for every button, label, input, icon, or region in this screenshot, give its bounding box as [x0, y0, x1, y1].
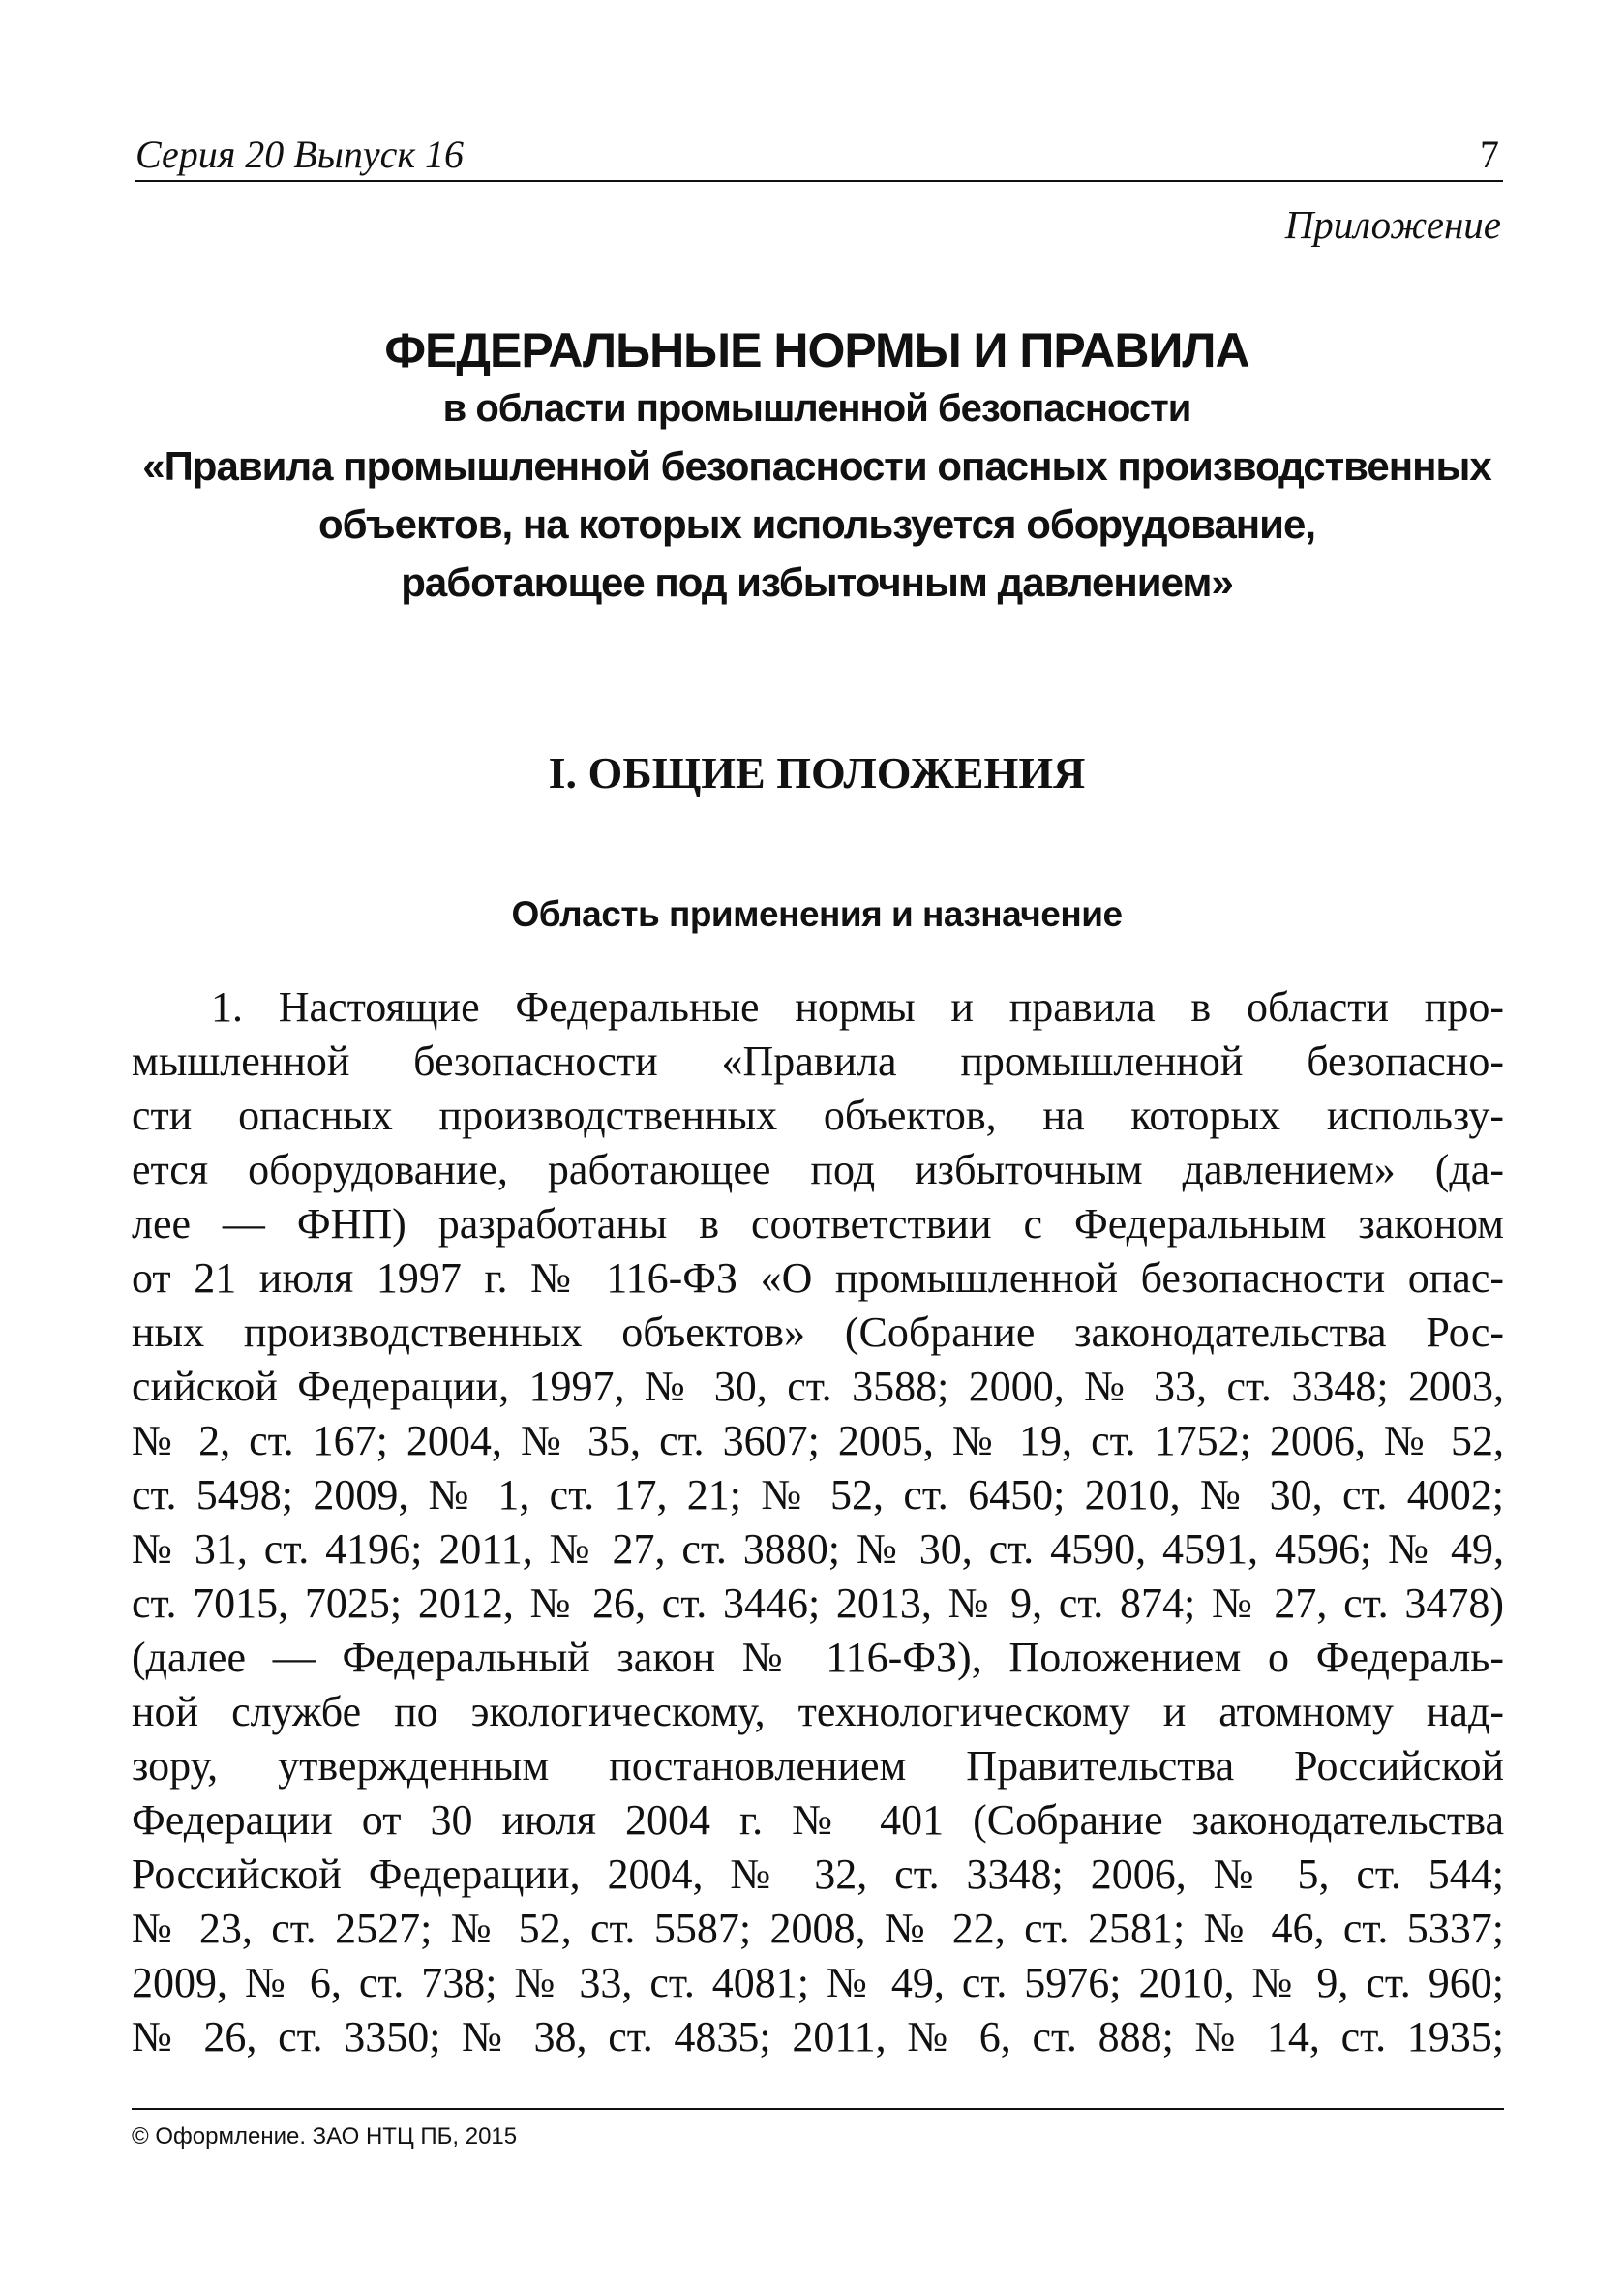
- title-main: ФЕДЕРАЛЬНЫЕ НОРМЫ И ПРАВИЛА: [384, 323, 1249, 377]
- page-number: 7: [1480, 133, 1499, 176]
- running-header: [135, 128, 1503, 182]
- footer-copyright: © Оформление. ЗАО НТЦ ПБ, 2015: [132, 2123, 518, 2150]
- paragraph-line: от 21 июля 1997 г. № 116-ФЗ «О промышленной безопасности опас-: [132, 1254, 1504, 1302]
- paragraph-line: мышленной безопасности «Правила промышленной безопасно-: [132, 1038, 1504, 1085]
- paragraph-line: ной службе по экологическому, технологическому и атомному над-: [132, 1688, 1504, 1735]
- title-subtitle: в области промышленной безопасности: [442, 387, 1191, 430]
- paragraph-line: лее — ФНП) разработаны в соответствии с Федеральным законом: [132, 1200, 1504, 1248]
- paragraph-line: № 2, ст. 167; 2004, № 35, ст. 3607; 2005, № 19, ст. 1752; 2006, № 52,: [132, 1417, 1504, 1464]
- document-title: [126, 321, 1508, 612]
- paragraph-line: № 26, ст. 3350; № 38, ст. 4835; 2011, № 6, ст. 888; № 14, ст. 1935;: [132, 2013, 1504, 2060]
- appendix-label: Приложение: [1284, 202, 1501, 247]
- paragraph-line: 2009, № 6, ст. 738; № 33, ст. 4081; № 49, ст. 5976; 2010, № 9, ст. 960;: [132, 1959, 1504, 2006]
- paragraph-line: сти опасных производственных объектов, на которых использу-: [132, 1092, 1504, 1139]
- title-line: «Правила промышленной безопасности опасных производственных: [142, 443, 1491, 489]
- series-label: Серия 20 Выпуск 16: [135, 133, 465, 176]
- paragraph-line: Федерации от 30 июля 2004 г. № 401 (Собрание законодательства: [132, 1796, 1504, 1844]
- paragraph-line: зору, утвержденным постановлением Правительства Российской: [132, 1742, 1504, 1790]
- paragraph-line: сийской Федерации, 1997, № 30, ст. 3588; 2000, № 33, ст. 3348; 2003,: [132, 1363, 1504, 1410]
- title-line: объектов, на которых используется оборудование,: [317, 501, 1316, 547]
- section-subheading: Область применения и назначение: [511, 894, 1123, 934]
- paragraph-line: ных производственных объектов» (Собрание законодательства Рос-: [132, 1308, 1504, 1356]
- paragraph-line: Российской Федерации, 2004, № 32, ст. 3348; 2006, № 5, ст. 544;: [132, 1850, 1504, 1898]
- paragraph-line: 1. Настоящие Федеральные нормы и правила в области про-: [211, 983, 1504, 1031]
- body-paragraph: [132, 980, 1504, 2064]
- footer-divider: [132, 2108, 1504, 2110]
- title-line: работающее под избыточным давлением»: [401, 559, 1233, 605]
- paragraph-line: ст. 5498; 2009, № 1, ст. 17, 21; № 52, ст. 6450; 2010, № 30, ст. 4002;: [132, 1471, 1504, 1519]
- section-heading: I. ОБЩИЕ ПОЛОЖЕНИЯ: [548, 748, 1086, 797]
- paragraph-line: ется оборудование, работающее под избыточным давлением» (да-: [132, 1146, 1504, 1193]
- paragraph-line: № 23, ст. 2527; № 52, ст. 5587; 2008, № 22, ст. 2581; № 46, ст. 5337;: [132, 1905, 1504, 1952]
- paragraph-line: ст. 7015, 7025; 2012, № 26, ст. 3446; 2013, № 9, ст. 874; № 27, ст. 3478): [132, 1579, 1504, 1627]
- paragraph-line: (далее — Федеральный закон № 116-ФЗ), Положением о Федераль-: [132, 1634, 1504, 1681]
- paragraph-line: № 31, ст. 4196; 2011, № 27, ст. 3880; № 30, ст. 4590, 4591, 4596; № 49,: [132, 1525, 1504, 1573]
